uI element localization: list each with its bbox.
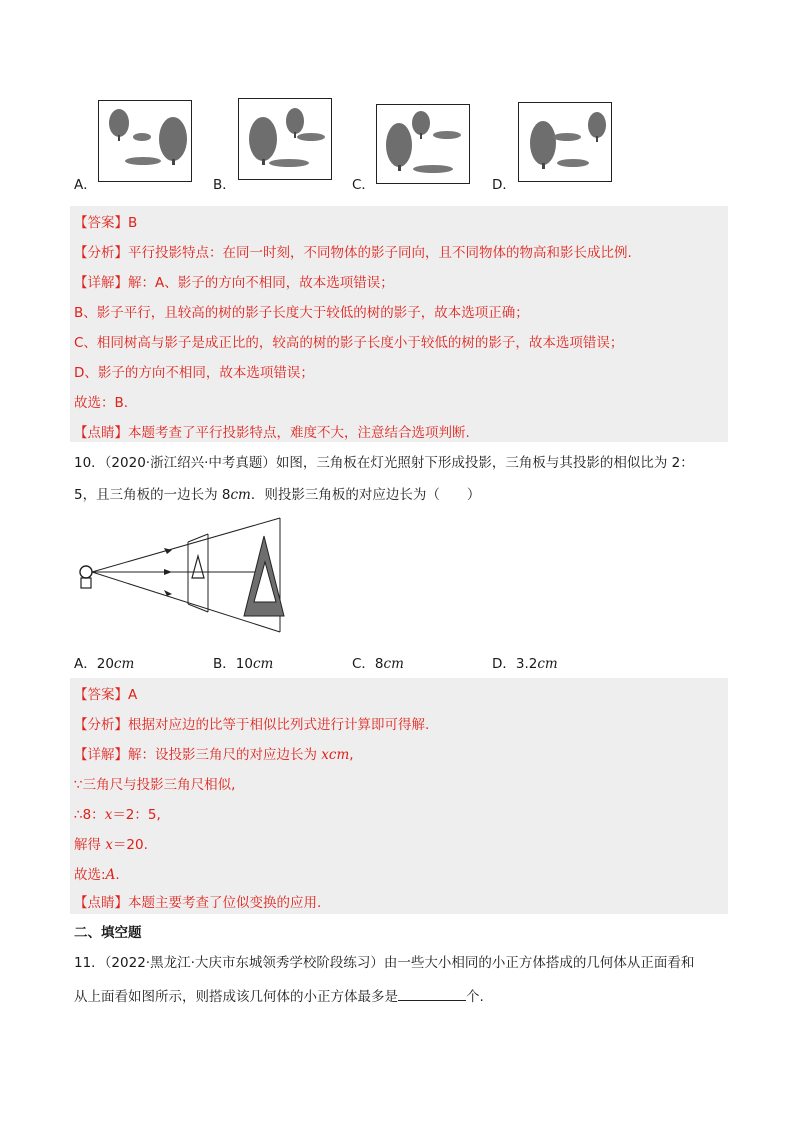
answer-blank[interactable] [398, 986, 466, 1001]
q11-stem-line2: 从上面看如图所示，则搭成该几何体的小正方体最多是 个. [74, 986, 484, 1008]
q10-therefore: ∴8：x＝2：5, [74, 807, 161, 823]
option-b-label: B． [213, 177, 236, 193]
option-c-label: C． [352, 177, 375, 193]
option-a-label: A． [74, 177, 97, 193]
q10-answer: 【答案】A [74, 687, 138, 703]
q10-projection-figure [72, 514, 292, 634]
q10-solve: 解得 x＝20. [74, 837, 148, 853]
q10-option-b: B．10cm [213, 656, 274, 672]
option-a-image [98, 100, 192, 182]
q9-detail: 【详解】解：A、影子的方向不相同，故本选项错误； [74, 275, 394, 291]
section-heading: 二、填空题 [74, 925, 142, 941]
option-c-image [376, 104, 470, 184]
q10-option-c: C．8cm [352, 656, 404, 672]
q11-stem-line1: 11．（2022·黑龙江·大庆市东城领秀学校阶段练习）由一些大小相同的小正方体搭成的几何体从正面看和 [74, 955, 695, 971]
q10-choose: 故选:A. [74, 867, 120, 883]
q10-analysis: 【分析】根据对应边的比等于相似比列式进行计算即可得解. [74, 717, 430, 733]
q9-choose: 故选：B. [74, 395, 129, 411]
q10-option-a: A．20cm [74, 656, 135, 672]
q9-answer: 【答案】B [74, 215, 138, 231]
q9-comment: 【点睛】本题考查了平行投影特点，难度不大，注意结合选项判断. [74, 425, 470, 441]
q10-option-d: D．3.2cm [492, 656, 558, 672]
q9-analysis: 【分析】平行投影特点：在同一时刻，不同物体的影子同向，且不同物体的物高和影长成比例. [74, 245, 632, 261]
q10-detail: 【详解】解：设投影三角尺的对应边长为 xcm, [74, 747, 354, 763]
option-b-image [238, 98, 332, 180]
q9-line-c: C、相同树高与影子是成正比的，较高的树的影子长度小于较低的树的影子，故本选项错误； [74, 335, 624, 351]
q10-stem-line1: 10．（2020·浙江绍兴·中考真题）如图，三角板在灯光照射下形成投影，三角板与其投影的相似比为 2： [74, 455, 694, 471]
q9-line-d: D、影子的方向不相同，故本选项错误； [74, 365, 314, 381]
option-d-image [518, 102, 612, 182]
option-d-label: D． [492, 177, 516, 193]
lamp-icon [80, 566, 92, 578]
q10-because: ∵三角尺与投影三角尺相似, [74, 777, 236, 793]
q10-stem-line2: 5，且三角板的一边长为 8cm．则投影三角板的对应边长为（ ） [74, 487, 481, 503]
q10-comment: 【点睛】本题主要考查了位似变换的应用. [74, 895, 322, 911]
q9-line-b: B、影子平行，且较高的树的影子长度大于较低的树的影子，故本选项正确； [74, 305, 529, 321]
